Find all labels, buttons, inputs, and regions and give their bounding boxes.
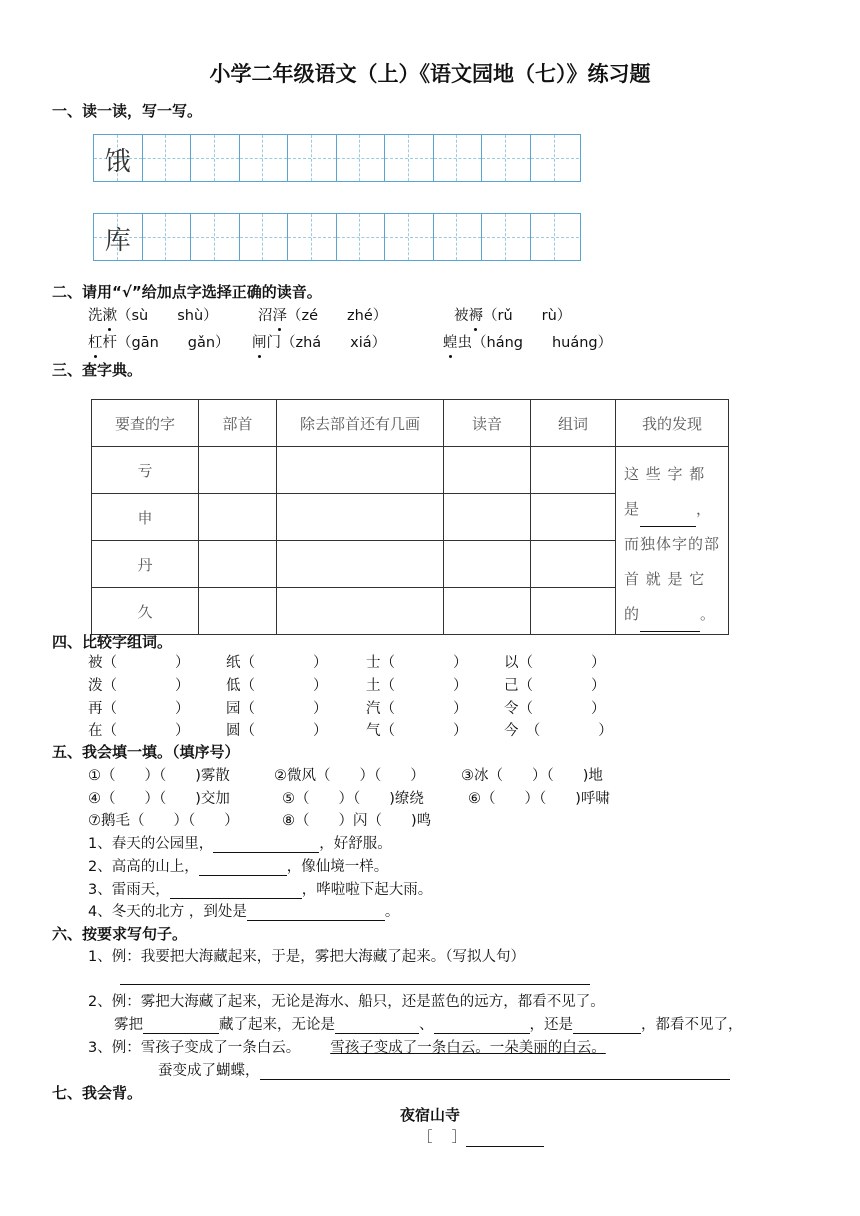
word-blank[interactable]: 在（ ） (88, 723, 190, 739)
word-blank[interactable]: 士（ ） (366, 655, 468, 671)
table-header: 我的发现 (616, 400, 729, 447)
poem-title: 夜宿山寺 (399, 1106, 460, 1124)
fill-sentence[interactable]: 1、春天的公园里， ，好舒服。 (88, 836, 392, 852)
table-header: 部首 (199, 400, 277, 447)
answer-cell[interactable] (199, 588, 277, 635)
answer-cell[interactable] (277, 588, 444, 635)
idiom-option[interactable]: ⑦鹅毛（ ）（ ） (88, 813, 239, 829)
word-blank[interactable]: 己（ ） (504, 678, 606, 694)
fill-sentence[interactable]: 3、雷雨天， ，哗啦啦下起大雨。 (88, 882, 433, 898)
word-blank[interactable]: 令（ ） (504, 701, 606, 717)
word-blank[interactable]: 泼（ ） (88, 678, 190, 694)
word-blank[interactable]: 土（ ） (366, 678, 468, 694)
table-cell-char: 久 (92, 588, 199, 635)
table-cell-char: 丹 (92, 541, 199, 588)
writing-grid-1[interactable] (93, 134, 581, 182)
answer-line[interactable] (120, 984, 590, 985)
fill-sentence[interactable]: 雾把 藏了起来，无论是 、 ，还是 ，都看不见了， (114, 1017, 743, 1033)
pinyin-item[interactable]: 洗漱（sù shù） (88, 304, 218, 325)
fill-sentence[interactable]: 蚕变成了蝴蝶， (158, 1059, 730, 1080)
answer-cell[interactable] (199, 541, 277, 588)
idiom-option[interactable]: ①（ ）（ )雾散 (88, 768, 230, 784)
word-blank[interactable]: 园（ ） (226, 701, 328, 717)
answer-cell[interactable] (444, 447, 531, 494)
answer-cell[interactable] (199, 494, 277, 541)
pinyin-item[interactable]: 闸门（zhá xiá） (252, 331, 386, 352)
answer-cell[interactable] (277, 541, 444, 588)
fill-sentence[interactable]: 4、冬天的北方 ，到处是 。 (88, 904, 400, 920)
grid-cell-sample (94, 135, 143, 181)
pinyin-item[interactable]: 杠杆（gān gǎn） (88, 331, 230, 352)
answer-cell[interactable] (531, 541, 616, 588)
section-7-heading: 七、我会背。 (52, 1084, 143, 1102)
grid-cell-sample (94, 214, 143, 260)
discovery-cell[interactable]: 这 些 字 都 是 ， 而独体字的部 首 就 是 它 的 。 (616, 447, 729, 635)
idiom-option[interactable]: ③冰（ ）（ )地 (461, 768, 603, 784)
answer-cell[interactable] (277, 447, 444, 494)
example-sentence: 1、例：我要把大海藏起来，于是，雾把大海藏了起来。（写拟人句） (88, 949, 525, 965)
word-blank[interactable]: 再（ ） (88, 701, 190, 717)
answer-cell[interactable] (444, 541, 531, 588)
example-sentence: 2、例：雾把大海藏了起来，无论是海水、船只，还是蓝色的远方，都看不见了。 (88, 994, 605, 1010)
word-blank[interactable]: 被（ ） (88, 655, 190, 671)
table-header: 读音 (444, 400, 531, 447)
answer-cell[interactable] (531, 447, 616, 494)
section-3-heading: 三、查字典。 (52, 361, 143, 379)
fill-sentence[interactable]: 2、高高的山上， ，像仙境一样。 (88, 859, 389, 875)
answer-cell[interactable] (444, 588, 531, 635)
word-blank[interactable]: 纸（ ） (226, 655, 328, 671)
idiom-option[interactable]: ⑤（ ）（ )缭绕 (282, 791, 424, 807)
answer-cell[interactable] (444, 494, 531, 541)
section-2-heading: 二、请用“√”给加点字选择正确的读音。 (52, 283, 322, 301)
idiom-option[interactable]: ②微风（ ）（ ） (274, 768, 425, 784)
dictionary-table (91, 399, 729, 635)
poem-author[interactable]: ［ ］ (418, 1126, 544, 1147)
idiom-option[interactable]: ⑥（ ）（ )呼啸 (468, 791, 610, 807)
word-blank[interactable]: 今 （ ） (504, 723, 613, 739)
table-header: 要查的字 (92, 400, 199, 447)
pinyin-item[interactable]: 蝗虫（háng huáng） (443, 331, 612, 352)
word-blank[interactable]: 汽（ ） (366, 701, 468, 717)
answer-cell[interactable] (277, 494, 444, 541)
idiom-option[interactable]: ⑧（ ）闪（ )鸣 (282, 813, 432, 829)
sample-char: 库 (104, 226, 131, 256)
answer-cell[interactable] (531, 494, 616, 541)
sample-char: 饿 (104, 147, 131, 177)
answer-cell[interactable] (531, 588, 616, 635)
word-blank[interactable]: 气（ ） (366, 723, 468, 739)
page-title: 小学二年级语文（上）《语文园地（七）》练习题 (209, 62, 651, 86)
answer-cell[interactable] (199, 447, 277, 494)
section-6-heading: 六、按要求写句子。 (52, 925, 188, 943)
word-blank[interactable]: 以（ ） (504, 655, 606, 671)
section-5-heading: 五、我会填一填。（填序号） (52, 743, 240, 761)
table-header: 除去部首还有几画 (277, 400, 444, 447)
table-header: 组词 (531, 400, 616, 447)
section-4-heading: 四、比较字组词。 (52, 633, 173, 651)
writing-grid-2[interactable] (93, 213, 581, 261)
table-cell-char: 申 (92, 494, 199, 541)
idiom-option[interactable]: ④（ ）（ )交加 (88, 791, 230, 807)
word-blank[interactable]: 圆（ ） (226, 723, 328, 739)
word-blank[interactable]: 低（ ） (226, 678, 328, 694)
pinyin-item[interactable]: 被褥（rǔ rù） (454, 304, 571, 325)
table-cell-char: 亏 (92, 447, 199, 494)
section-1-heading: 一、读一读，写一写。 (52, 102, 203, 120)
example-sentence: 3、例：雪孩子变成了一条白云。 雪孩子变成了一条白云。一朵美丽的白云。 (88, 1040, 606, 1056)
pinyin-item[interactable]: 沼泽（zé zhé） (258, 304, 387, 325)
